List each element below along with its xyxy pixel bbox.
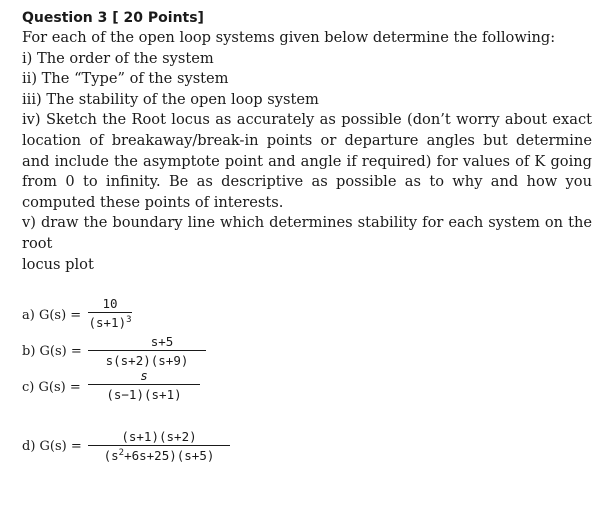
item-iv: iv) Sketch the Root locus as accurately as possible (don’t worry about exact location of breakaway/break-in points or departure angles but determine and include the asymptote point and angle if required) for values of K going from 0 to infinity. Be as descriptive as possible as to why and how you computed these points of interests. bbox=[22, 111, 592, 211]
equation-a-lhs: a) G(s) = bbox=[22, 308, 82, 323]
item-i: i) The order of the system bbox=[22, 49, 214, 67]
equation-b-fraction bbox=[88, 334, 206, 368]
equation-a-numerator: 10 bbox=[102, 296, 118, 311]
question-title: Question 3 [ 20 Points] bbox=[22, 10, 204, 26]
question-block bbox=[22, 8, 592, 275]
equation-c-fraction bbox=[88, 368, 200, 402]
equation-c-numerator: s bbox=[140, 368, 148, 383]
equation-c-lhs: c) G(s) = bbox=[22, 380, 81, 395]
question-intro: For each of the open loop systems given below determine the following: bbox=[22, 29, 556, 46]
equation-a-denominator: $(s+1)^3$ bbox=[88, 315, 132, 331]
equation-c-denominator: (s−1)(s+1) bbox=[106, 387, 182, 402]
equation-d-numerator: (s+1)(s+2) bbox=[121, 429, 197, 444]
item-ii: ii) The “Type” of the system bbox=[22, 70, 229, 88]
equation-d-fraction bbox=[88, 429, 230, 463]
item-v: v) draw the boundary line which determines stability for each system on the root bbox=[22, 214, 592, 252]
item-v-continued: locus plot bbox=[22, 255, 94, 273]
equation-b-denominator: s(s+2)(s+9) bbox=[105, 353, 189, 368]
equation-d-lhs: d) G(s) = bbox=[22, 439, 82, 454]
equation-d-denominator: $(s^2+6s+25)(s+5)$ bbox=[103, 448, 215, 464]
item-iii: iii) The stability of the open loop system bbox=[22, 90, 319, 108]
equation-a-fraction bbox=[88, 296, 132, 330]
equation-b-lhs: b) G(s) = bbox=[22, 344, 82, 359]
equation-b-numerator: s+5 bbox=[150, 334, 174, 349]
